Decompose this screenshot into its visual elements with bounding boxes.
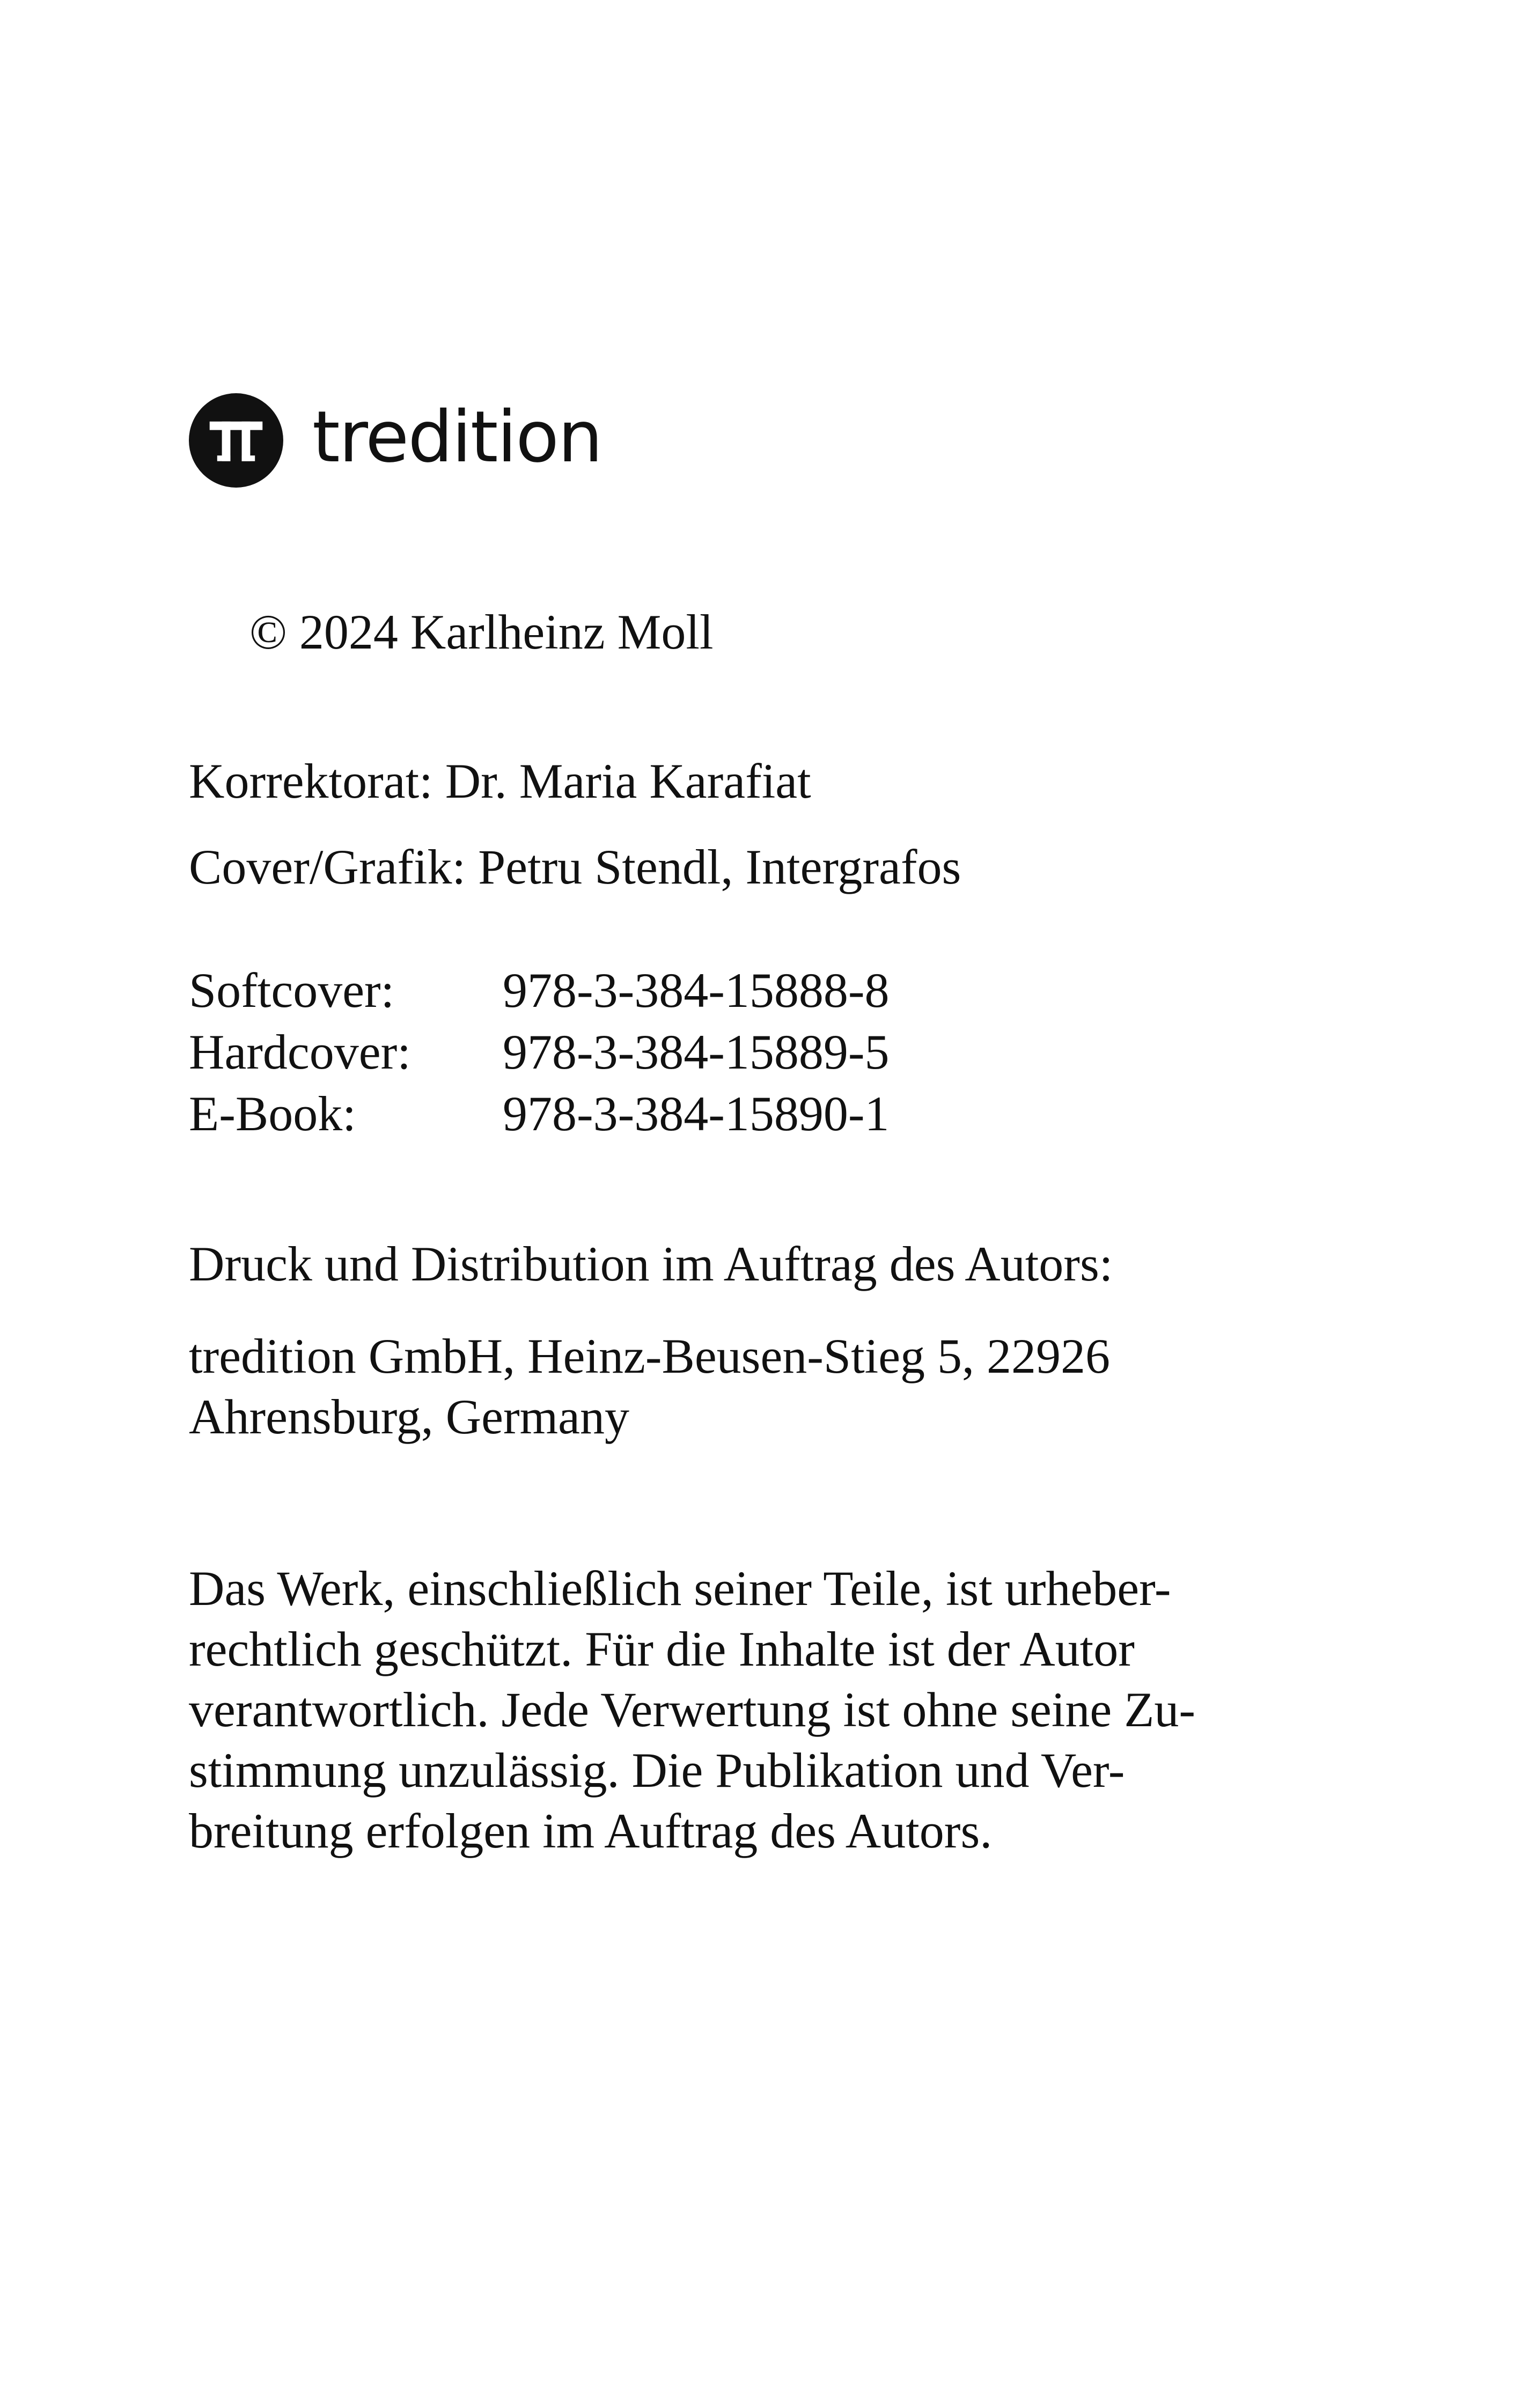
copyright-line: © 2024 Karlheinz Moll xyxy=(249,605,714,659)
notice-line: Das Werk, einschließlich seiner Teile, ist urheber- xyxy=(189,1561,1171,1616)
distribution-title: Druck und Distribution im Auftrag des Autors: xyxy=(189,1236,1113,1291)
proofreading-credit: Korrektorat: Dr. Maria Karafiat xyxy=(189,754,811,808)
isbn-label: Hardcover: xyxy=(189,1025,411,1079)
isbn-value: 978-3-384-15888-8 xyxy=(503,963,890,1018)
isbn-label: E-Book: xyxy=(189,1086,356,1141)
notice-line: verantwortlich. Jede Verwertung ist ohne seine Zu- xyxy=(189,1682,1196,1737)
notice-line: rechtlich geschützt. Für die Inhalte ist der Autor xyxy=(189,1622,1135,1676)
isbn-label: Softcover: xyxy=(189,963,395,1018)
copyright-notice xyxy=(189,1558,1316,1861)
address-line: tredition GmbH, Heinz-Beusen-Stieg 5, 22926 xyxy=(189,1329,1111,1383)
cover-credit: Cover/Grafik: Petru Stendl, Intergrafos xyxy=(189,840,961,894)
tredition-logo-icon xyxy=(189,393,283,488)
notice-line: breitung erfolgen im Auftrag des Autors. xyxy=(189,1803,993,1858)
isbn-value: 978-3-384-15889-5 xyxy=(503,1025,890,1079)
notice-line: stimmung unzulässig. Die Publikation und Ver- xyxy=(189,1743,1125,1798)
publisher-logo xyxy=(189,391,602,490)
logo-wordmark: tredition xyxy=(312,395,602,478)
address-line: Ahrensburg, Germany xyxy=(189,1389,629,1444)
publisher-address xyxy=(189,1326,1208,1447)
isbn-value: 978-3-384-15890-1 xyxy=(503,1086,890,1141)
